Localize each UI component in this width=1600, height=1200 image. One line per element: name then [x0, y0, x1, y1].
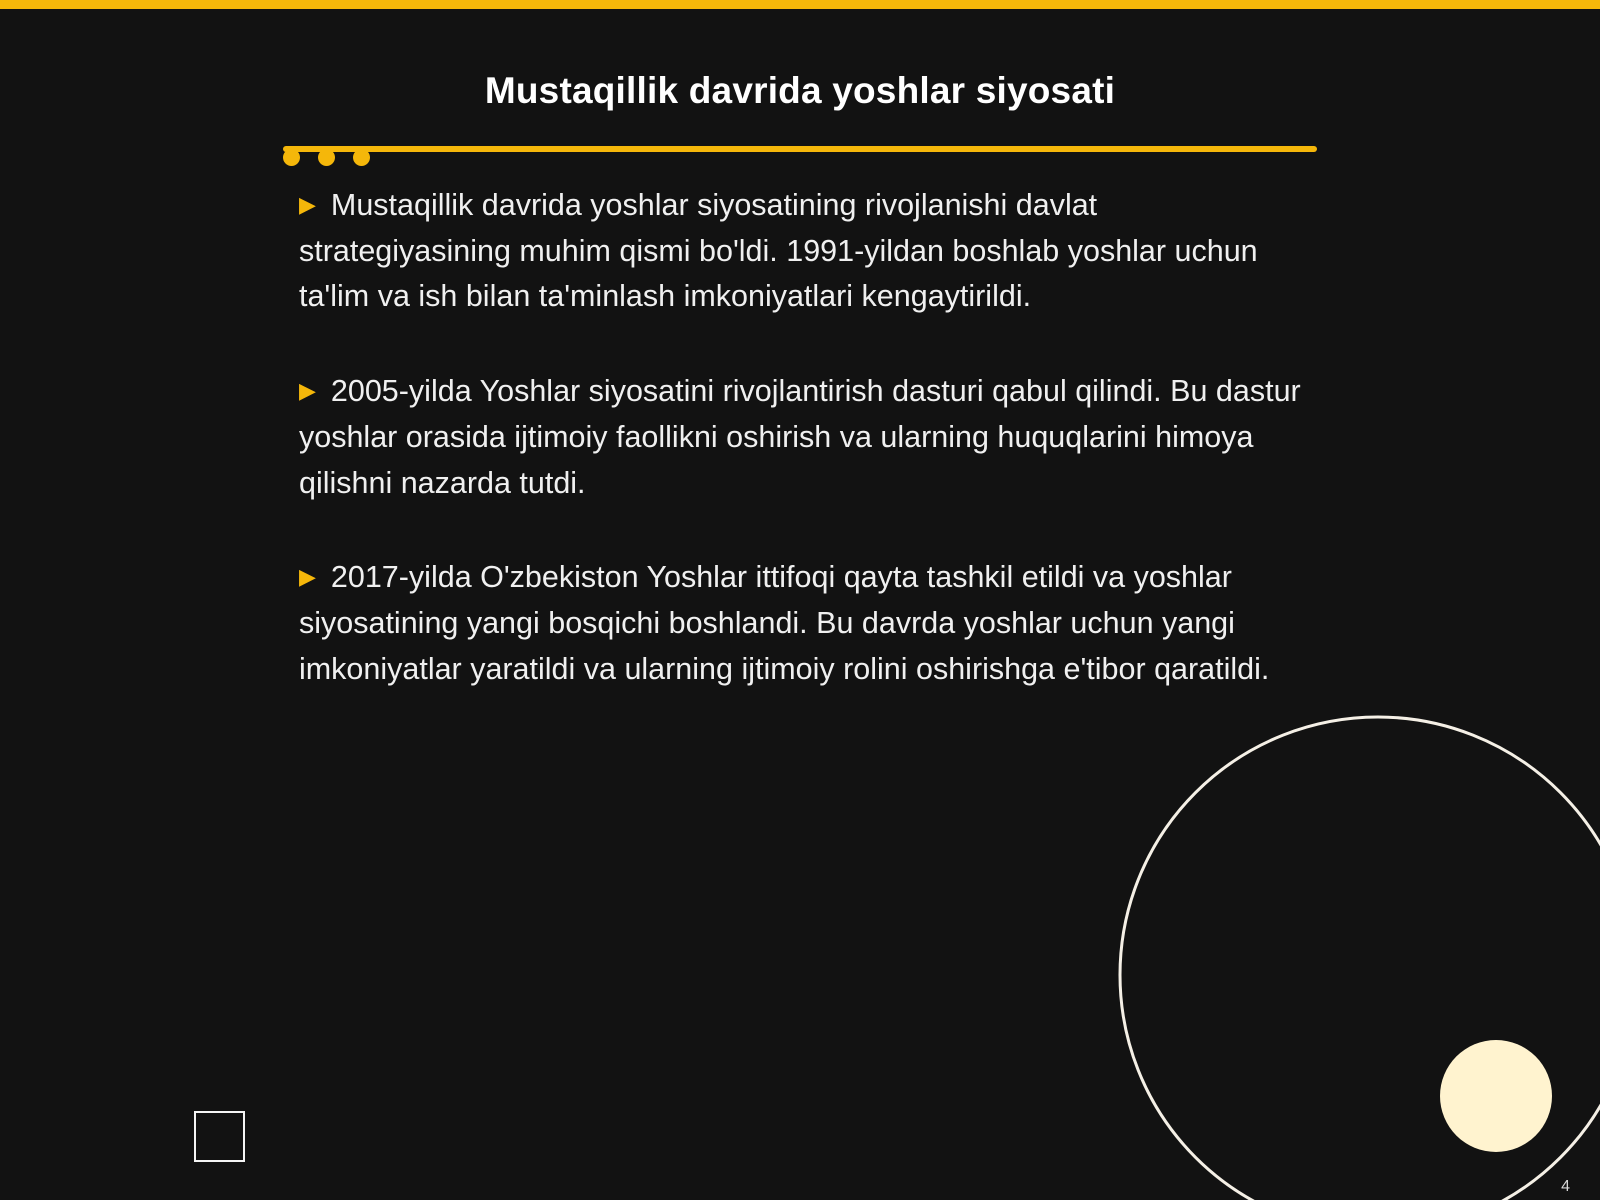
bullet-text: Mustaqillik davrida yoshlar siyosatining rivojlanishi davlat strategiyasining muhim qismi bo'ldi. 1991-yildan boshlab yoshlar uchun ta'lim va ish bilan ta'minlash imkoniyatlari kengaytirildi. [299, 188, 1258, 314]
page-number: 4 [1561, 1178, 1570, 1195]
bullet-arrow-icon: ▶ [299, 378, 316, 404]
bullet-arrow-icon: ▶ [299, 192, 316, 217]
bullet-arrow-icon: ▶ [299, 564, 316, 590]
bullet-text: 2005-yilda Yoshlar siyosatini rivojlantirish dasturi qabul qilindi. Bu dastur yoshlar orasida ijtimoiy faollikni oshirish va ularning huquqlarini himoya qilishni nazarda tutdi. [299, 374, 1301, 500]
bullet-text: 2017-yilda O'zbekiston Yoshlar ittifoqi qayta tashkil etildi va yoshlar siyosatining yangi bosqichi boshlandi. Bu davrda yoshlar uchun yangi imkoniyatlar yaratildi va ularning ijtimoiy rolini oshirishga e'tibor qaratildi. [299, 560, 1270, 686]
slide-title: Mustaqillik davrida yoshlar siyosati [484, 70, 1116, 111]
square-outline-shape [194, 1111, 245, 1162]
small-filled-circle [1440, 1040, 1552, 1152]
